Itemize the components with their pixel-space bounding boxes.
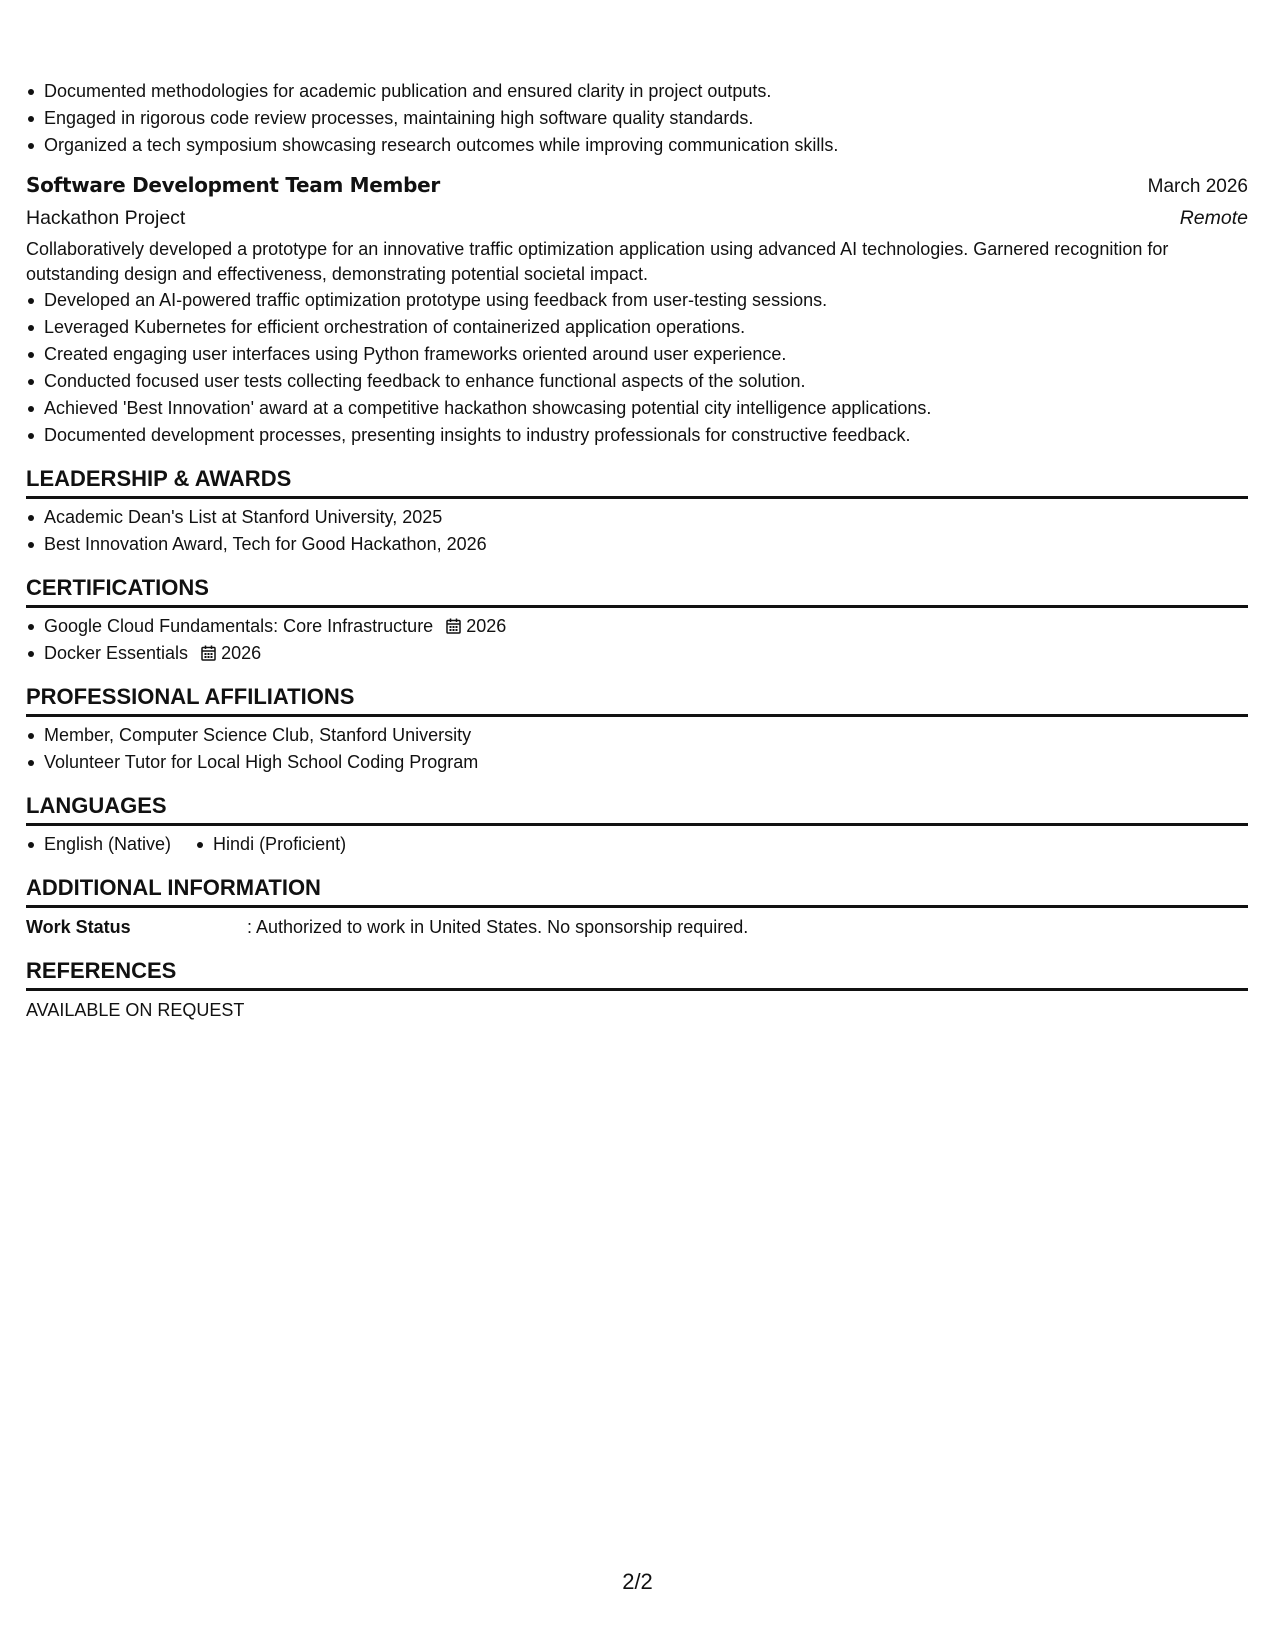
list-item: Developed an AI-powered traffic optimization prototype using feedback from user-testing sessions. xyxy=(26,287,1248,314)
leadership-list xyxy=(26,504,1248,558)
work-status-value: : Authorized to work in United States. No sponsorship required. xyxy=(247,917,749,937)
calendar-icon xyxy=(201,645,216,661)
list-item: Volunteer Tutor for Local High School Coding Program xyxy=(26,749,1248,776)
list-item: Achieved 'Best Innovation' award at a competitive hackathon showcasing potential city intelligence applications. xyxy=(26,395,1248,422)
references-heading: REFERENCES xyxy=(26,957,1248,991)
resume-page xyxy=(26,78,1248,1024)
references-text: AVAILABLE ON REQUEST xyxy=(26,1000,245,1020)
page-number: 2/2 xyxy=(622,1569,653,1594)
calendar-icon xyxy=(446,618,461,634)
job-location: Remote xyxy=(1179,207,1248,229)
certifications-list xyxy=(26,613,1248,667)
languages-list xyxy=(26,831,1248,858)
job-organization: Hackathon Project xyxy=(26,207,186,229)
list-item: Engaged in rigorous code review processes, maintaining high software quality standards. xyxy=(26,105,1248,132)
certification-year: 2026 xyxy=(221,643,262,663)
job-subheader xyxy=(26,202,1248,234)
list-item: Academic Dean's List at Stanford University, 2025 xyxy=(26,504,1248,531)
job-summary: Collaboratively developed a prototype for an innovative traffic optimization application using advanced AI technologies. Garnered recognition for outstanding design and effectiveness, demonstrating potential societal impact. xyxy=(26,239,1169,284)
affiliations-list xyxy=(26,722,1248,776)
list-item: Conducted focused user tests collecting feedback to enhance functional aspects of the solution. xyxy=(26,368,1248,395)
job-bullets xyxy=(26,287,1248,449)
leadership-heading: LEADERSHIP & AWARDS xyxy=(26,465,1248,499)
affiliations-heading: PROFESSIONAL AFFILIATIONS xyxy=(26,683,1248,717)
additional-info-heading: ADDITIONAL INFORMATION xyxy=(26,874,1248,908)
job-header xyxy=(26,170,1248,202)
list-item: Organized a tech symposium showcasing research outcomes while improving communication skills. xyxy=(26,132,1248,159)
certification-name: Google Cloud Fundamentals: Core Infrastructure xyxy=(44,616,434,636)
list-item xyxy=(26,640,1248,667)
list-item: Best Innovation Award, Tech for Good Hackathon, 2026 xyxy=(26,531,1248,558)
certification-year: 2026 xyxy=(466,616,507,636)
prior-experience-bullets xyxy=(26,78,1248,159)
list-item: Leveraged Kubernetes for efficient orchestration of containerized application operations. xyxy=(26,314,1248,341)
list-item: Created engaging user interfaces using Python frameworks oriented around user experience. xyxy=(26,341,1248,368)
work-status-row xyxy=(26,913,1248,941)
list-item: Member, Computer Science Club, Stanford University xyxy=(26,722,1248,749)
list-item: English (Native) xyxy=(26,831,171,858)
job-date: March 2026 xyxy=(1147,176,1248,197)
job-title: Software Development Team Member xyxy=(26,173,440,197)
list-item: Hindi (Proficient) xyxy=(195,831,346,858)
list-item: Documented development processes, presenting insights to industry professionals for constructive feedback. xyxy=(26,422,1248,449)
work-status-label: Work Status xyxy=(26,917,131,937)
languages-heading: LANGUAGES xyxy=(26,792,1248,826)
certifications-heading: CERTIFICATIONS xyxy=(26,574,1248,608)
list-item xyxy=(26,613,1248,640)
list-item: Documented methodologies for academic publication and ensured clarity in project outputs. xyxy=(26,78,1248,105)
certification-name: Docker Essentials xyxy=(44,643,189,663)
